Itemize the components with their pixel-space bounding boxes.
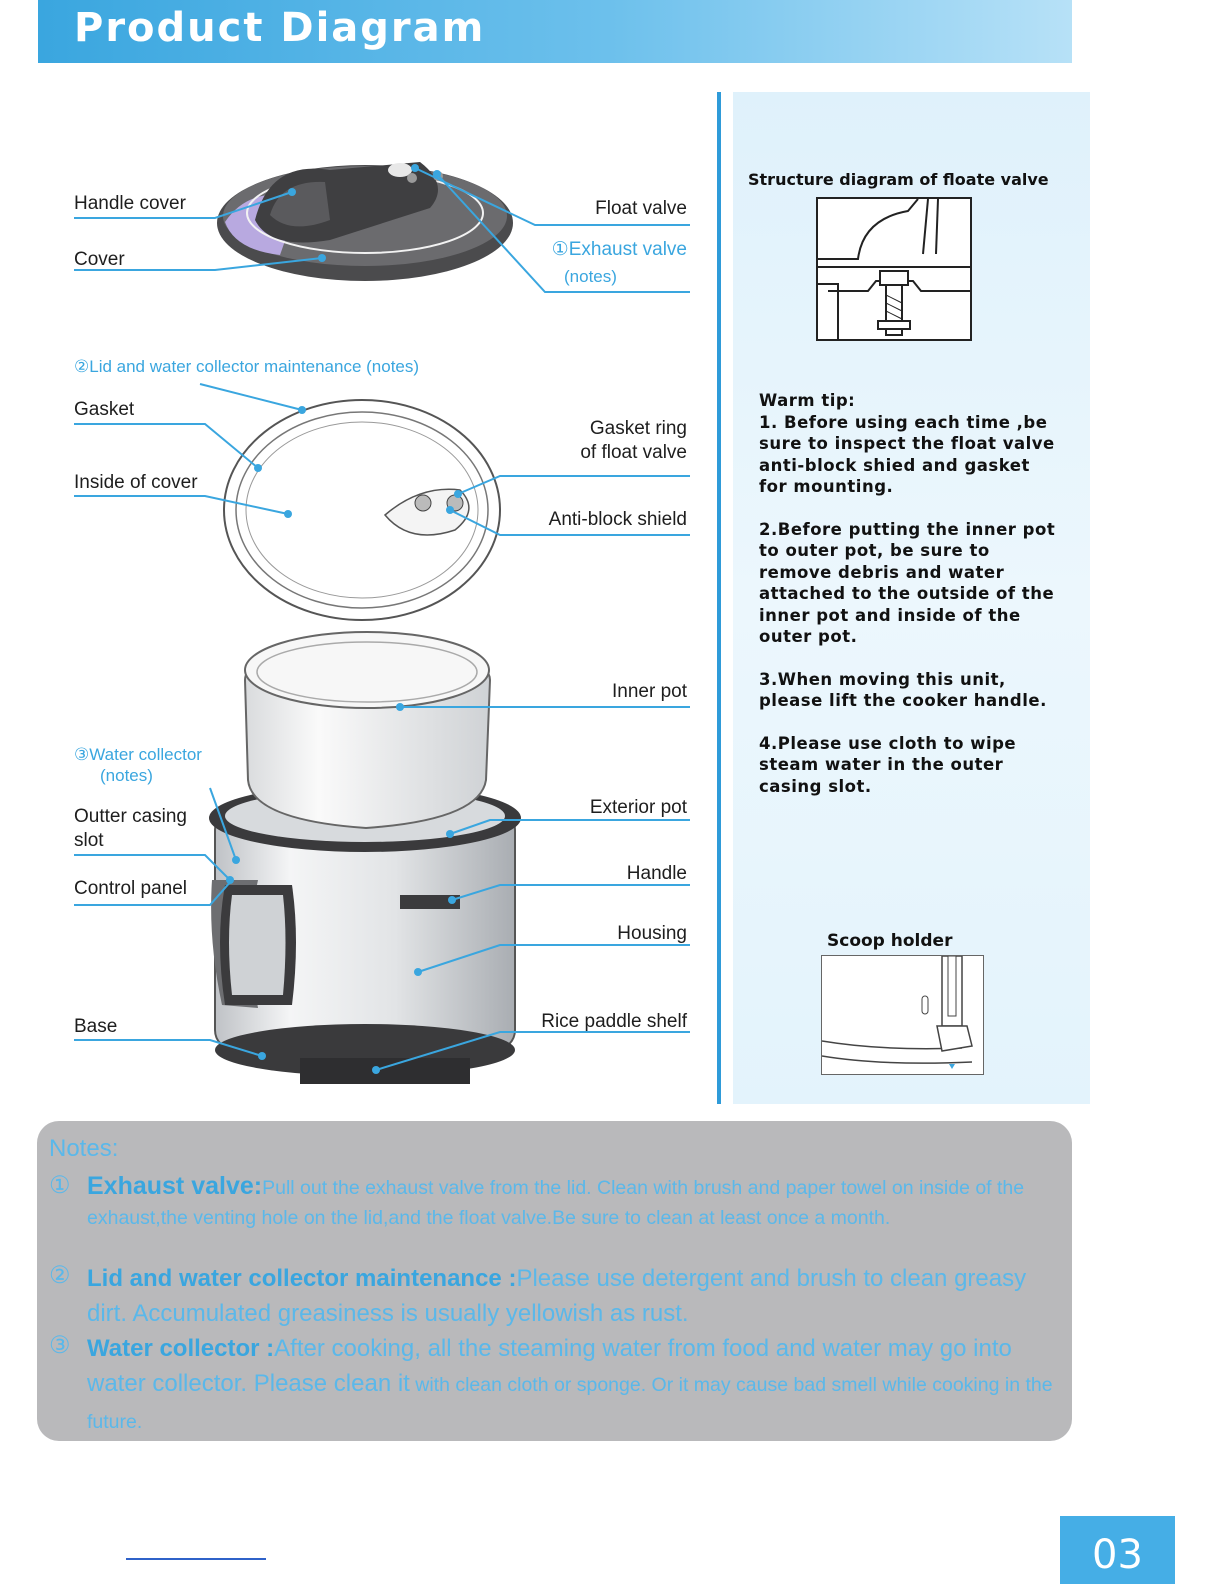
label-water-collector: ③Water collector bbox=[74, 745, 202, 764]
note-2-number: ② bbox=[49, 1262, 71, 1289]
label-water-collector-notes: (notes) bbox=[100, 766, 153, 785]
warm-tip-1: 1. Before using each time ,be sure to inspect the float valve anti-block shied and gasket for mounting. bbox=[759, 412, 1055, 496]
label-rice-paddle-shelf: Rice paddle shelf bbox=[541, 1011, 687, 1032]
note-3-number: ③ bbox=[49, 1332, 71, 1359]
label-exterior-pot: Exterior pot bbox=[589, 797, 687, 818]
note-1-text: Pull out the exhaust valve from the lid. Clean with brush and paper towel on inside of the exhaust,the venting hole on the lid,and the float valve.Be sure to clean at least once a month. bbox=[87, 1177, 1025, 1229]
label-control-panel: Control panel bbox=[74, 878, 188, 899]
label-inside-of-cover: Inside of cover bbox=[74, 472, 198, 493]
float-valve-structure-drawing bbox=[818, 199, 970, 339]
lid-drawing bbox=[217, 162, 513, 281]
label-lid-maintenance: ②Lid and water collector maintenance (notes) bbox=[74, 357, 420, 376]
page-number: 03 bbox=[1092, 1532, 1143, 1578]
scoop-holder-figure bbox=[821, 955, 984, 1075]
label-gasket: Gasket bbox=[74, 399, 135, 420]
label-outter-casing-2: slot bbox=[74, 830, 104, 851]
label-handle-cover: Handle cover bbox=[74, 193, 186, 214]
warm-tip-2: 2.Before putting the inner pot to outer pot, be sure to remove debris and water attached to the outside of the inner pot and inside of the outer pot. bbox=[759, 519, 1056, 646]
warm-tip-section bbox=[759, 390, 1059, 818]
title-bar bbox=[38, 0, 1072, 63]
warm-tip-title: Warm tip: bbox=[759, 391, 856, 410]
page-number-badge bbox=[1060, 1516, 1175, 1584]
float-valve-structure-figure bbox=[816, 197, 972, 341]
warm-tip-4: 4.Please use cloth to wipe steam water in the outer casing slot. bbox=[759, 733, 1017, 796]
label-gasket-ring-2: of float valve bbox=[580, 442, 687, 463]
note-3-text: After cooking, all the steaming water from food and water may go into water collector. Please clean it bbox=[87, 1335, 1012, 1397]
note-1-title: Exhaust valve: bbox=[87, 1172, 263, 1200]
notes-heading: Notes: bbox=[49, 1135, 119, 1162]
label-anti-block-shield: Anti-block shield bbox=[548, 509, 687, 530]
scoop-holder-title: Scoop holder bbox=[827, 931, 953, 951]
vertical-divider bbox=[717, 92, 721, 1104]
note-1-number: ① bbox=[49, 1172, 71, 1199]
label-float-valve: Float valve bbox=[595, 198, 687, 219]
label-housing: Housing bbox=[617, 923, 687, 944]
label-inner-pot: Inner pot bbox=[612, 681, 687, 702]
note-2-title: Lid and water collector maintenance : bbox=[87, 1265, 517, 1292]
label-gasket-ring-1: Gasket ring bbox=[589, 418, 687, 439]
note-1 bbox=[49, 1171, 1064, 1233]
scoop-holder-drawing bbox=[822, 956, 983, 1074]
label-cover: Cover bbox=[74, 249, 125, 270]
page-title: Product Diagram bbox=[74, 5, 486, 51]
warm-tip-3: 3.When moving this unit, please lift the cooker handle. bbox=[759, 669, 1047, 710]
footer-link-line bbox=[126, 1558, 266, 1560]
cooker-body-drawing bbox=[209, 632, 521, 1084]
note-2 bbox=[49, 1261, 1064, 1331]
note-3-title: Water collector : bbox=[87, 1335, 275, 1362]
label-exhaust-notes: (notes) bbox=[564, 267, 617, 286]
label-handle: Handle bbox=[626, 863, 687, 884]
label-outter-casing-1: Outter casing bbox=[74, 806, 187, 827]
note-2-text: Please use detergent and brush to clean greasy dirt. Accumulated greasiness is usually yellowish as rust. bbox=[87, 1265, 1027, 1327]
float-valve-structure-title: Structure diagram of floate valve bbox=[748, 170, 1049, 189]
note-3 bbox=[49, 1331, 1064, 1440]
label-exhaust-valve: ①Exhaust valve bbox=[551, 239, 687, 260]
note-3-text-small: with clean cloth or sponge. Or it may cause bad smell while cooking in the future. bbox=[87, 1374, 1053, 1433]
label-base: Base bbox=[74, 1016, 118, 1037]
notes-box bbox=[37, 1121, 1072, 1441]
